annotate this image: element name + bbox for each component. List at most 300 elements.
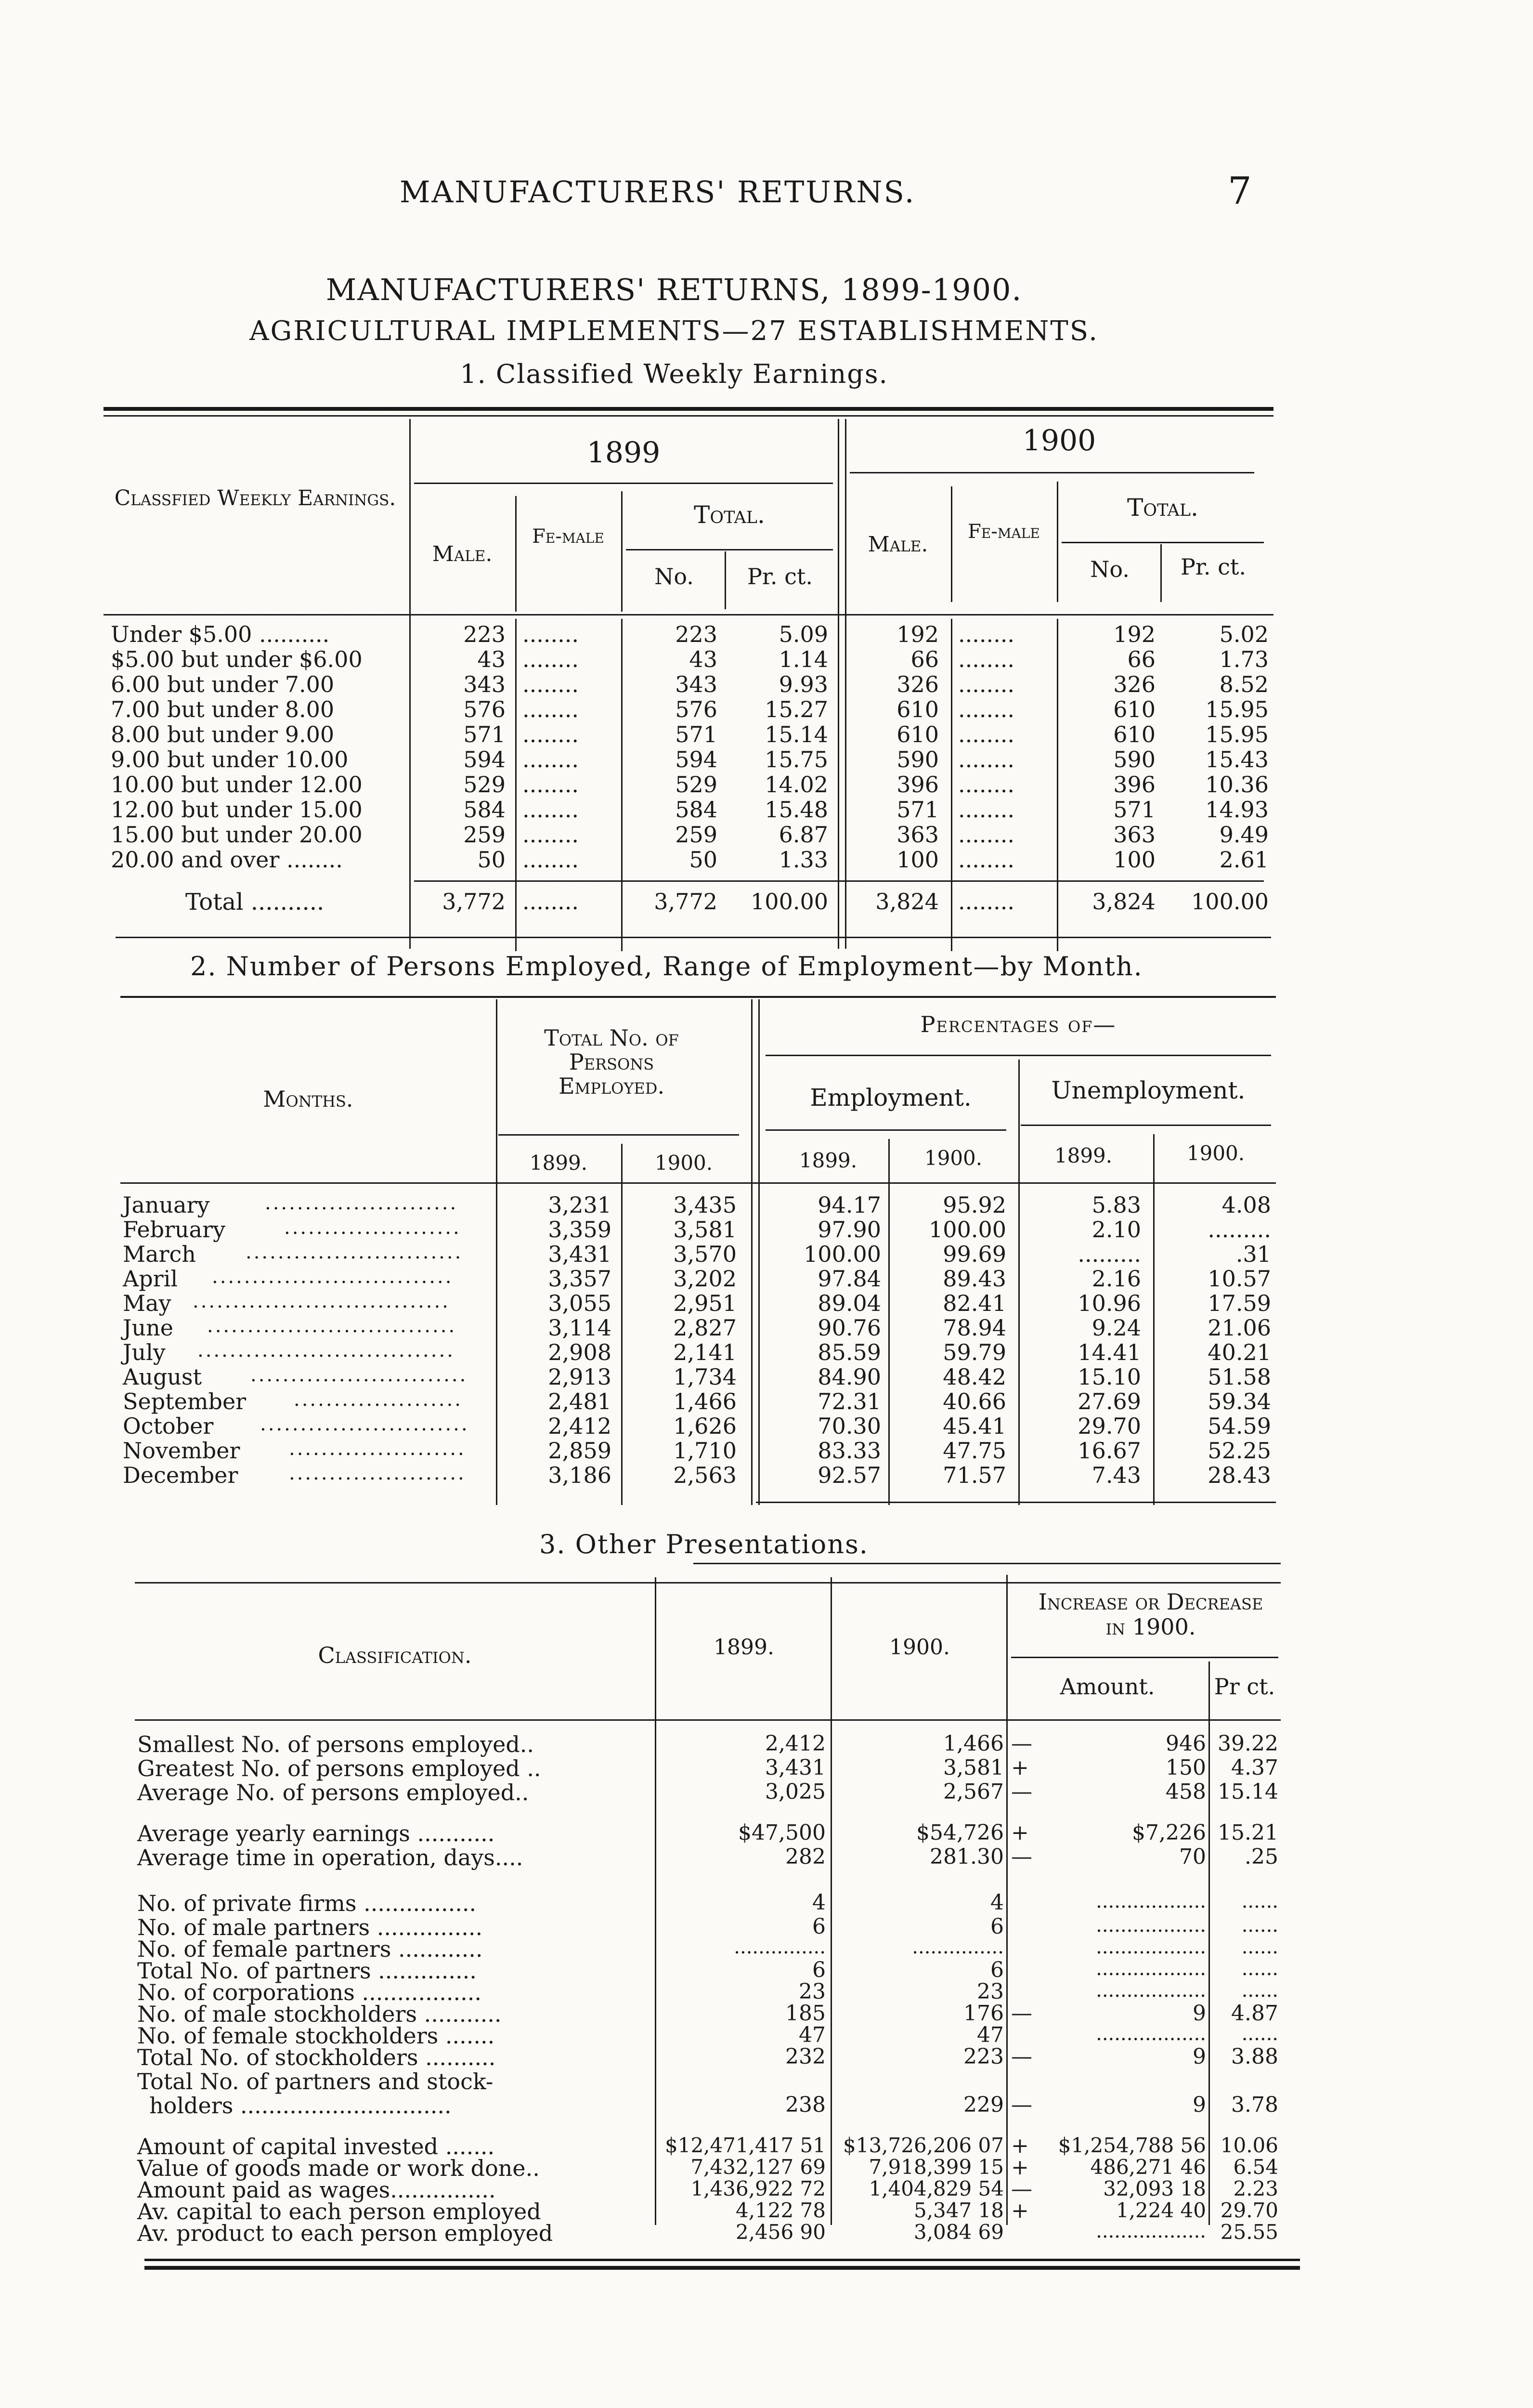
row-label: Total No. of partners and stock- <box>137 2068 494 2094</box>
change-amount: 1,224 40 <box>1116 2199 1206 2222</box>
male-1900: 590 <box>896 746 939 772</box>
divider <box>104 614 1273 615</box>
emp-1899: 85.59 <box>818 1339 881 1365</box>
value-1899: 23 <box>799 1979 826 2004</box>
change-amount: 150 <box>1166 1755 1206 1780</box>
male-1900: 192 <box>896 621 939 647</box>
total-no-1900: 571 <box>1113 797 1156 823</box>
unemp-1900: 4.08 <box>1221 1192 1271 1218</box>
row-label: No. of female stockholders ....... <box>137 2023 495 2049</box>
table1-no-1899: No. <box>654 563 694 589</box>
table-row <box>104 746 1273 772</box>
male-1899: 259 <box>463 822 506 848</box>
divider <box>414 483 833 484</box>
total-prct-1900: 9.49 <box>1219 822 1269 848</box>
table3-header-1899: 1899. <box>714 1635 774 1660</box>
table2-header-total: Total No. of Persons Employed. <box>544 1025 679 1099</box>
divider <box>756 1502 1276 1503</box>
table1-male-1899: Male. <box>432 542 493 566</box>
total-prct-1900: 15.43 <box>1205 746 1269 772</box>
male-1899: 3,772 <box>442 889 506 915</box>
leader-dots: .......................... <box>260 1413 469 1435</box>
table1-female-1900: Fe-male <box>968 521 1040 543</box>
table3-header-1900: 1900. <box>889 1635 950 1660</box>
divider <box>1062 542 1264 543</box>
male-1900: 610 <box>896 721 939 747</box>
row-label: No. of male partners ............... <box>137 1914 483 1940</box>
total-1900: 2,827 <box>673 1315 737 1341</box>
female-1899: ........ <box>522 847 579 873</box>
emp-1900: 59.79 <box>943 1339 1006 1365</box>
male-1899: 529 <box>463 772 506 798</box>
table1-top-rule-thin <box>104 415 1273 417</box>
male-1899: 584 <box>463 797 506 823</box>
value-1900: 5,347 18 <box>913 2199 1004 2222</box>
value-1900: 229 <box>963 2093 1004 2117</box>
divider <box>414 880 1264 882</box>
total-prct-1899: 15.27 <box>765 696 828 722</box>
total-1900: 1,734 <box>673 1364 737 1390</box>
total-1899: 3,359 <box>548 1217 611 1243</box>
table-row <box>120 1266 1276 1291</box>
change-sign: — <box>1011 2093 1032 2117</box>
emp-1899: 100.00 <box>804 1241 881 1267</box>
total-prct-1900: 15.95 <box>1205 721 1269 747</box>
total-prct-1900: 10.36 <box>1205 772 1269 798</box>
change-pct: 6.54 <box>1233 2155 1278 2179</box>
unemp-1899: 10.96 <box>1078 1290 1141 1316</box>
total-1900: 3,435 <box>673 1192 737 1218</box>
month-label: March <box>123 1241 196 1267</box>
table1-caption: 1. Classified Weekly Earnings. <box>460 359 888 389</box>
female-1900: ........ <box>958 889 1014 915</box>
divider <box>626 549 833 550</box>
divider <box>951 486 952 602</box>
page-subtitle: AGRICULTURAL IMPLEMENTS—27 ESTABLISHMENTS. <box>249 315 1099 347</box>
change-sign: + <box>1011 1755 1029 1780</box>
value-1899: 238 <box>785 2093 826 2117</box>
row-label: No. of corporations ................. <box>137 1979 482 2005</box>
leader-dots: ...................... <box>289 1462 466 1484</box>
value-1900: 3,581 <box>943 1755 1004 1780</box>
table2-header-percentages: Percentages of— <box>920 1011 1117 1037</box>
table2-year-1900-emp: 1900. <box>924 1146 983 1170</box>
table1-prct-1899: Pr. ct. <box>747 563 813 589</box>
change-pct: 4.87 <box>1231 2001 1278 2026</box>
change-sign: + <box>1011 2199 1029 2223</box>
change-sign: + <box>1011 1820 1029 1845</box>
change-amount: 9 <box>1193 2093 1206 2117</box>
row-label: No. of male stockholders ........... <box>137 2001 502 2027</box>
emp-1899: 97.84 <box>818 1266 881 1292</box>
unemp-1899: 2.16 <box>1091 1266 1141 1292</box>
value-1900: 6 <box>990 1958 1004 1982</box>
female-1900: ........ <box>958 721 1014 747</box>
table-row <box>120 1364 1276 1389</box>
male-1900: 100 <box>896 847 939 873</box>
month-label: December <box>123 1462 238 1488</box>
female-1899: ........ <box>522 721 579 747</box>
table2-year-1900-unemp: 1900. <box>1186 1141 1245 1165</box>
table3-header-classification: Classification. <box>318 1642 472 1668</box>
value-1900: 281.30 <box>930 1845 1004 1869</box>
change-amount: 9 <box>1193 2001 1206 2026</box>
table-row <box>104 621 1273 646</box>
total-prct-1900: 15.95 <box>1205 696 1269 722</box>
male-1899: 223 <box>463 621 506 647</box>
table-row <box>120 1413 1276 1438</box>
table1-male-1900: Male. <box>868 532 928 557</box>
table-row <box>120 1217 1276 1242</box>
row-label: No. of female partners ............ <box>137 1936 483 1962</box>
unemp-1899: 27.69 <box>1078 1388 1141 1414</box>
leader-dots: ........................... <box>250 1364 468 1386</box>
emp-1899: 70.30 <box>818 1413 881 1439</box>
divider <box>135 1582 1281 1584</box>
total-1900: 2,563 <box>673 1462 737 1488</box>
table1-no-1900: No. <box>1090 556 1130 582</box>
male-1900: 571 <box>896 797 939 823</box>
table-row <box>120 1315 1276 1340</box>
month-label: May <box>123 1290 171 1316</box>
table-row <box>135 1780 1281 1805</box>
change-pct: 25.55 <box>1220 2220 1278 2244</box>
table-row <box>104 671 1273 696</box>
divider <box>144 2259 1300 2261</box>
change-amount: 9 <box>1193 2044 1206 2069</box>
female-1899: ........ <box>522 671 579 697</box>
table-row <box>120 1339 1276 1364</box>
table-row <box>120 1192 1276 1217</box>
table1-total-row <box>104 889 1273 917</box>
value-1900: 223 <box>963 2044 1004 2069</box>
total-prct-1899: 9.93 <box>779 671 828 697</box>
leader-dots: ................................ <box>193 1290 450 1312</box>
divider <box>135 1719 1281 1721</box>
male-1899: 343 <box>463 671 506 697</box>
row-label: 20.00 and over ........ <box>111 847 343 873</box>
total-1900: 1,626 <box>673 1413 737 1439</box>
change-sign: — <box>1011 2001 1032 2026</box>
table1-top-rule <box>104 407 1273 411</box>
change-amount: .................. <box>1096 1958 1206 1980</box>
table3-body <box>135 1731 1281 2223</box>
total-prct-1899: 15.75 <box>765 746 828 772</box>
change-pct: ...... <box>1241 1914 1278 1937</box>
unemp-1900: 51.58 <box>1208 1364 1271 1390</box>
value-1900: 176 <box>963 2001 1004 2026</box>
value-1900: ............... <box>912 1936 1004 1958</box>
total-no-1899: 584 <box>675 797 717 823</box>
row-label: No. of private firms ................ <box>137 1890 477 1916</box>
total-prct-1899: 15.48 <box>765 797 828 823</box>
total-no-1900: 610 <box>1113 721 1156 747</box>
total-1900: 3,570 <box>673 1241 737 1267</box>
table-row <box>120 1290 1276 1315</box>
value-1900: 23 <box>977 1979 1004 2004</box>
table-row <box>135 1731 1281 1756</box>
female-1900: ........ <box>958 822 1014 848</box>
total-no-1899: 576 <box>675 696 717 722</box>
emp-1900: 48.42 <box>943 1364 1006 1390</box>
male-1899: 576 <box>463 696 506 722</box>
total-no-1900: 3,824 <box>1092 889 1156 915</box>
value-1899: $47,500 <box>738 1820 826 1845</box>
value-1899: 3,025 <box>765 1780 826 1804</box>
change-pct: 3.78 <box>1231 2093 1278 2117</box>
table2-body <box>120 1192 1276 1510</box>
male-1900: 326 <box>896 671 939 697</box>
female-1899: ........ <box>522 746 579 772</box>
change-amount: .................. <box>1096 2220 1206 2242</box>
row-label: Total No. of stockholders .......... <box>137 2044 496 2070</box>
female-1900: ........ <box>958 696 1014 722</box>
table-row <box>104 696 1273 721</box>
unemp-1900: 52.25 <box>1208 1438 1271 1464</box>
total-no-1900: 363 <box>1113 822 1156 848</box>
total-no-1899: 3,772 <box>654 889 717 915</box>
value-1899: 3,431 <box>765 1755 826 1780</box>
table-row <box>104 822 1273 847</box>
unemp-1900: ......... <box>1208 1217 1271 1243</box>
unemp-1900: 17.59 <box>1208 1290 1271 1316</box>
emp-1900: 45.41 <box>943 1413 1006 1439</box>
table1-year-1900: 1900 <box>1022 424 1096 458</box>
value-1899: 2,456 90 <box>735 2220 826 2244</box>
female-1899: ........ <box>522 621 579 647</box>
value-1899: 282 <box>785 1845 826 1869</box>
leader-dots: ..................... <box>294 1388 463 1411</box>
row-label: holders .............................. <box>149 2093 452 2119</box>
change-amount: .................. <box>1096 1979 1206 2002</box>
total-no-1899: 571 <box>675 721 717 747</box>
value-1899: 4,122 78 <box>735 2199 826 2222</box>
row-label: 8.00 but under 9.00 <box>111 721 335 747</box>
divider <box>621 491 623 612</box>
change-amount: .................. <box>1096 1936 1206 1958</box>
table1-total-1899: Total. <box>694 501 765 529</box>
table-row <box>104 797 1273 822</box>
unemp-1899: 9.24 <box>1091 1315 1141 1341</box>
row-label: Average No. of persons employed.. <box>137 1780 529 1806</box>
change-amount: .................. <box>1096 2023 1206 2045</box>
male-1899: 43 <box>477 646 506 672</box>
running-head: MANUFACTURERS' RETURNS. <box>400 174 916 209</box>
value-1899: 2,412 <box>765 1731 826 1756</box>
row-label: Amount paid as wages............... <box>137 2177 496 2203</box>
total-no-1900: 326 <box>1113 671 1156 697</box>
table2-header-months: Months. <box>263 1086 353 1112</box>
table-row <box>104 646 1273 671</box>
female-1900: ........ <box>958 797 1014 823</box>
table3-last-row <box>135 2220 1281 2249</box>
emp-1900: 99.69 <box>943 1241 1006 1267</box>
table-row <box>120 1388 1276 1413</box>
emp-1899: 94.17 <box>818 1192 881 1218</box>
month-label: November <box>123 1438 240 1464</box>
divider <box>725 551 726 609</box>
value-1899: 185 <box>785 2001 826 2026</box>
change-pct: ...... <box>1241 2023 1278 2045</box>
month-label: June <box>123 1315 173 1341</box>
total-prct-1899: 1.14 <box>779 646 828 672</box>
month-label: February <box>123 1217 226 1243</box>
total-no-1899: 594 <box>675 746 717 772</box>
female-1900: ........ <box>958 746 1014 772</box>
unemp-1900: 54.59 <box>1208 1413 1271 1439</box>
emp-1899: 90.76 <box>818 1315 881 1341</box>
unemp-1899: ......... <box>1078 1241 1141 1267</box>
change-pct: 3.88 <box>1231 2044 1278 2069</box>
total-no-1899: 50 <box>689 847 717 873</box>
emp-1899: 72.31 <box>818 1388 881 1414</box>
emp-1899: 84.90 <box>818 1364 881 1390</box>
change-amount: 458 <box>1166 1780 1206 1804</box>
leader-dots: .............................. <box>212 1266 454 1288</box>
change-sign: + <box>1011 2133 1029 2158</box>
row-label: Greatest No. of persons employed .. <box>137 1755 541 1781</box>
row-label: Value of goods made or work done.. <box>137 2155 540 2181</box>
table-row <box>120 1438 1276 1463</box>
value-1900: 1,404,829 54 <box>869 2177 1004 2200</box>
total-1899: 3,114 <box>548 1315 611 1341</box>
table-row <box>120 1462 1276 1487</box>
total-1899: 2,859 <box>548 1438 611 1464</box>
emp-1899: 97.90 <box>818 1217 881 1243</box>
emp-1900: 40.66 <box>943 1388 1006 1414</box>
row-label: Average time in operation, days.... <box>137 1845 523 1871</box>
value-1899: 4 <box>812 1890 826 1915</box>
divider <box>1021 1125 1271 1126</box>
table2-year-1900-total: 1900. <box>654 1151 713 1175</box>
female-1899: ........ <box>522 646 579 672</box>
table1-body <box>104 621 1273 881</box>
total-1899: 2,913 <box>548 1364 611 1390</box>
female-1899: ........ <box>522 772 579 798</box>
table-row <box>135 2093 1281 2118</box>
total-1899: 2,908 <box>548 1339 611 1365</box>
total-1900: 2,951 <box>673 1290 737 1316</box>
divider <box>766 1129 1006 1131</box>
month-label: January <box>123 1192 210 1218</box>
divider <box>515 496 517 612</box>
change-pct: .25 <box>1245 1845 1278 1869</box>
total-prct-1900: 5.02 <box>1219 621 1269 647</box>
divider <box>1057 482 1058 602</box>
change-pct: 2.23 <box>1233 2177 1278 2200</box>
change-pct: 29.70 <box>1220 2199 1278 2222</box>
value-1900: 2,567 <box>943 1780 1004 1804</box>
row-label: Average yearly earnings ........... <box>137 1820 495 1846</box>
unemp-1900: 28.43 <box>1208 1462 1271 1488</box>
total-no-1899: 43 <box>689 646 717 672</box>
table2-year-1899-total: 1899. <box>529 1151 588 1175</box>
divider <box>1011 1657 1278 1658</box>
change-pct: 39.22 <box>1218 1731 1278 1756</box>
value-1899: 232 <box>785 2044 826 2069</box>
total-no-1899: 529 <box>675 772 717 798</box>
table1-prct-1900: Pr. ct. <box>1180 554 1246 580</box>
change-amount: .................. <box>1096 1914 1206 1937</box>
table2-header-unemployment: Unemployment. <box>1051 1076 1246 1104</box>
total-1899: 3,055 <box>548 1290 611 1316</box>
total-prct-1900: 2.61 <box>1219 847 1269 873</box>
table-row <box>135 2068 1281 2094</box>
month-label: July <box>123 1339 166 1365</box>
total-prct-1900: 8.52 <box>1219 671 1269 697</box>
divider <box>1160 544 1162 602</box>
divider <box>116 937 1271 938</box>
emp-1900: 82.41 <box>943 1290 1006 1316</box>
total-1899: 2,481 <box>548 1388 611 1414</box>
total-no-1899: 223 <box>675 621 717 647</box>
value-1900: 6 <box>990 1914 1004 1939</box>
row-label: $5.00 but under $6.00 <box>111 646 363 672</box>
emp-1899: 92.57 <box>818 1462 881 1488</box>
divider <box>850 472 1254 473</box>
value-1899: 47 <box>799 2023 826 2047</box>
row-label: 15.00 but under 20.00 <box>111 822 363 848</box>
unemp-1899: 29.70 <box>1078 1413 1141 1439</box>
total-no-1900: 590 <box>1113 746 1156 772</box>
total-1899: 3,186 <box>548 1462 611 1488</box>
total-prct-1899: 1.33 <box>779 847 828 873</box>
table-row <box>135 1845 1281 1870</box>
change-sign: — <box>1011 1845 1032 1869</box>
value-1900: 3,084 69 <box>913 2220 1004 2244</box>
change-sign: — <box>1011 2044 1032 2069</box>
total-no-1900: 66 <box>1127 646 1156 672</box>
divider <box>693 1563 1281 1564</box>
female-1899: ........ <box>522 822 579 848</box>
row-label: Under $5.00 .......... <box>111 621 330 647</box>
change-amount: 32,093 18 <box>1103 2177 1206 2200</box>
change-sign: + <box>1011 2155 1029 2180</box>
male-1900: 3,824 <box>875 889 939 915</box>
emp-1900: 95.92 <box>943 1192 1006 1218</box>
female-1900: ........ <box>958 671 1014 697</box>
total-1900: 1,710 <box>673 1438 737 1464</box>
unemp-1900: 40.21 <box>1208 1339 1271 1365</box>
total-prct-1900: 1.73 <box>1219 646 1269 672</box>
unemp-1900: 10.57 <box>1208 1266 1271 1292</box>
table-row <box>120 1241 1276 1266</box>
leader-dots: ........................... <box>246 1241 463 1263</box>
value-1900: $13,726,206 07 <box>843 2133 1004 2157</box>
female-1900: ........ <box>958 772 1014 798</box>
female-1900: ........ <box>958 646 1014 672</box>
female-1900: ........ <box>958 847 1014 873</box>
male-1900: 610 <box>896 696 939 722</box>
table1-header-classification: Classfied Weekly Earnings. <box>114 486 396 510</box>
value-1900: $54,726 <box>916 1820 1004 1845</box>
table-row <box>104 721 1273 746</box>
table1-year-1899: 1899 <box>586 436 661 470</box>
value-1900: 4 <box>990 1890 1004 1915</box>
female-1900: ........ <box>958 621 1014 647</box>
value-1899: 1,436,922 72 <box>690 2177 826 2200</box>
divider <box>120 996 1276 998</box>
row-label: Amount of capital invested ....... <box>137 2133 495 2159</box>
total-1900: 3,202 <box>673 1266 737 1292</box>
divider <box>120 1182 1276 1184</box>
total-prct-1899: 15.14 <box>765 721 828 747</box>
total-1899: 3,431 <box>548 1241 611 1267</box>
total-no-1900: 100 <box>1113 847 1156 873</box>
row-label: 6.00 but under 7.00 <box>111 671 335 697</box>
table2-year-1899-unemp: 1899. <box>1054 1144 1113 1167</box>
value-1899: 7,432,127 69 <box>690 2155 826 2179</box>
